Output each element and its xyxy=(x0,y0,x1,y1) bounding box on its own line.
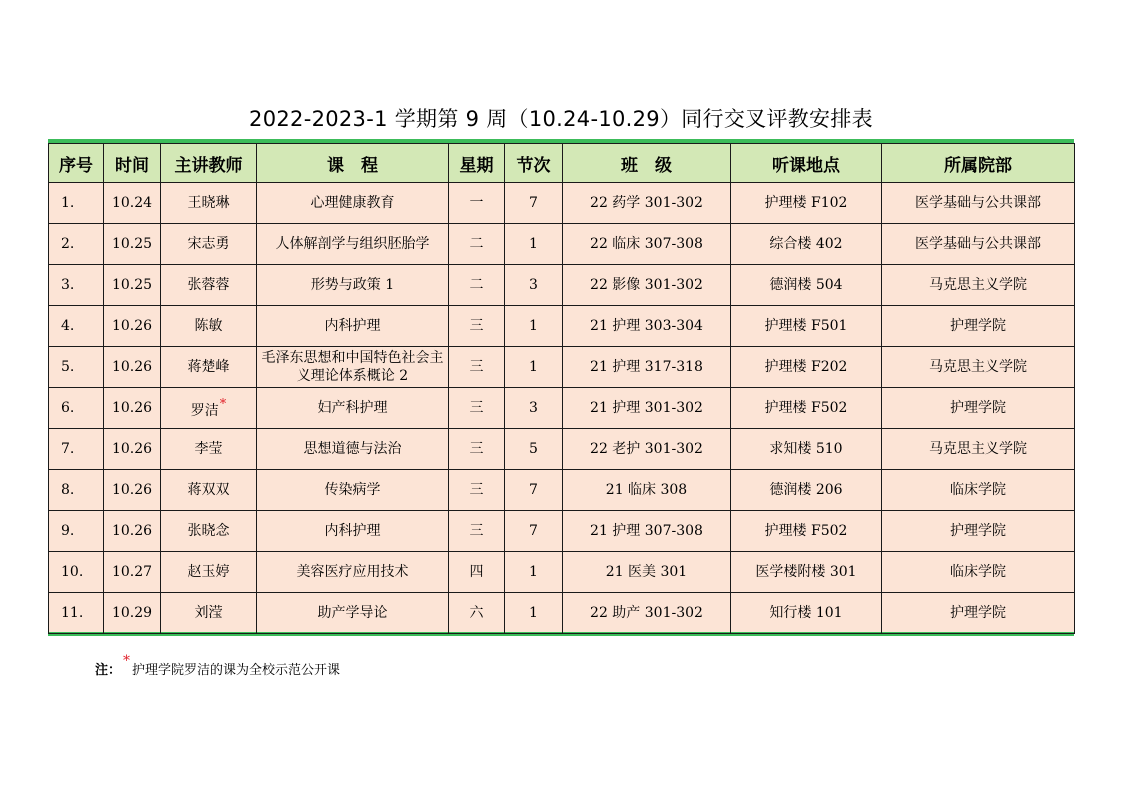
header-class: 班 级 xyxy=(563,144,731,183)
cell-course: 传染病学 xyxy=(257,470,449,511)
table-row xyxy=(49,347,1075,388)
cell-index: 11. xyxy=(49,593,104,634)
cell-weekday: 二 xyxy=(449,224,505,265)
cell-index: 1. xyxy=(49,183,104,224)
header-row xyxy=(49,144,1075,183)
table-row xyxy=(49,470,1075,511)
cell-period: 7 xyxy=(505,511,563,552)
cell-index: 7. xyxy=(49,429,104,470)
cell-teacher xyxy=(161,388,257,429)
cell-class: 22 药学 301-302 xyxy=(563,183,731,224)
cell-dept: 护理学院 xyxy=(882,388,1075,429)
header-course: 课 程 xyxy=(257,144,449,183)
cell-teacher xyxy=(161,183,257,224)
cell-teacher xyxy=(161,511,257,552)
cell-teacher xyxy=(161,265,257,306)
cell-location: 知行楼 101 xyxy=(731,593,882,634)
cell-dept: 马克思主义学院 xyxy=(882,429,1075,470)
cell-date: 10.25 xyxy=(104,265,161,306)
cell-course: 人体解剖学与组织胚胎学 xyxy=(257,224,449,265)
cell-weekday: 四 xyxy=(449,552,505,593)
cell-period: 5 xyxy=(505,429,563,470)
cell-period: 1 xyxy=(505,347,563,388)
teacher-name: 张蓉蓉 xyxy=(187,277,230,293)
table-row xyxy=(49,183,1075,224)
cell-period: 1 xyxy=(505,306,563,347)
schedule-table-wrapper xyxy=(48,139,1074,636)
cell-class: 21 医美 301 xyxy=(563,552,731,593)
cell-date: 10.29 xyxy=(104,593,161,634)
cell-location: 医学楼附楼 301 xyxy=(731,552,882,593)
cell-class: 21 临床 308 xyxy=(563,470,731,511)
table-row xyxy=(49,511,1075,552)
cell-date: 10.24 xyxy=(104,183,161,224)
cell-teacher xyxy=(161,552,257,593)
cell-location: 护理楼 F102 xyxy=(731,183,882,224)
cell-weekday: 三 xyxy=(449,511,505,552)
cell-date: 10.26 xyxy=(104,511,161,552)
cell-period: 3 xyxy=(505,388,563,429)
cell-teacher xyxy=(161,347,257,388)
cell-teacher xyxy=(161,224,257,265)
teacher-name: 刘滢 xyxy=(194,605,223,621)
cell-weekday: 二 xyxy=(449,265,505,306)
teacher-name: 张晓念 xyxy=(187,523,230,539)
cell-class: 22 影像 301-302 xyxy=(563,265,731,306)
header-index: 序号 xyxy=(49,144,104,183)
cell-period: 3 xyxy=(505,265,563,306)
header-weekday: 星期 xyxy=(449,144,505,183)
cell-date: 10.26 xyxy=(104,470,161,511)
cell-dept: 马克思主义学院 xyxy=(882,347,1075,388)
cell-location: 护理楼 F502 xyxy=(731,511,882,552)
cell-index: 4. xyxy=(49,306,104,347)
cell-dept: 医学基础与公共课部 xyxy=(882,224,1075,265)
cell-weekday: 三 xyxy=(449,388,505,429)
cell-class: 21 护理 317-318 xyxy=(563,347,731,388)
cell-weekday: 一 xyxy=(449,183,505,224)
cell-weekday: 三 xyxy=(449,429,505,470)
cell-dept: 护理学院 xyxy=(882,593,1075,634)
asterisk-mark: * xyxy=(123,653,131,669)
cell-period: 1 xyxy=(505,552,563,593)
cell-dept: 护理学院 xyxy=(882,306,1075,347)
page-title: 2022-2023-1 学期第 9 周（10.24-10.29）同行交叉评教安排表 xyxy=(249,107,873,131)
cell-location: 护理楼 F202 xyxy=(731,347,882,388)
cell-date: 10.26 xyxy=(104,388,161,429)
cell-location: 护理楼 F502 xyxy=(731,388,882,429)
header-date: 时间 xyxy=(104,144,161,183)
cell-class: 22 助产 301-302 xyxy=(563,593,731,634)
teacher-name: 赵玉婷 xyxy=(187,564,230,580)
teacher-name: 李莹 xyxy=(194,441,223,457)
cell-course: 妇产科护理 xyxy=(257,388,449,429)
cell-class: 22 临床 307-308 xyxy=(563,224,731,265)
table-row xyxy=(49,552,1075,593)
cell-index: 10. xyxy=(49,552,104,593)
cell-date: 10.26 xyxy=(104,306,161,347)
cell-date: 10.26 xyxy=(104,429,161,470)
cell-weekday: 三 xyxy=(449,306,505,347)
footnote xyxy=(95,646,340,686)
cell-teacher xyxy=(161,470,257,511)
teacher-name: 宋志勇 xyxy=(187,236,230,252)
cell-course: 形势与政策 1 xyxy=(257,265,449,306)
cell-date: 10.25 xyxy=(104,224,161,265)
header-dept: 所属院部 xyxy=(882,144,1075,183)
cell-index: 9. xyxy=(49,511,104,552)
cell-date: 10.27 xyxy=(104,552,161,593)
table-row xyxy=(49,593,1075,634)
cell-course: 内科护理 xyxy=(257,306,449,347)
cell-teacher xyxy=(161,429,257,470)
cell-course: 思想道德与法治 xyxy=(257,429,449,470)
cell-period: 7 xyxy=(505,183,563,224)
cell-dept: 临床学院 xyxy=(882,552,1075,593)
table-row xyxy=(49,224,1075,265)
cell-index: 2. xyxy=(49,224,104,265)
table-row xyxy=(49,388,1075,429)
teacher-name: 王晓琳 xyxy=(187,195,230,211)
teacher-name: 蒋楚峰 xyxy=(187,359,230,375)
teacher-name: 蒋双双 xyxy=(187,482,230,498)
cell-location: 护理楼 F501 xyxy=(731,306,882,347)
cell-location: 德润楼 206 xyxy=(731,470,882,511)
teacher-name: 罗洁 xyxy=(190,403,219,419)
cell-course: 美容医疗应用技术 xyxy=(257,552,449,593)
cell-course: 心理健康教育 xyxy=(257,183,449,224)
cell-course: 助产学导论 xyxy=(257,593,449,634)
teacher-name: 陈敏 xyxy=(194,318,223,334)
cell-weekday: 三 xyxy=(449,347,505,388)
cell-location: 德润楼 504 xyxy=(731,265,882,306)
cell-dept: 临床学院 xyxy=(882,470,1075,511)
cell-location: 求知楼 510 xyxy=(731,429,882,470)
cell-dept: 医学基础与公共课部 xyxy=(882,183,1075,224)
cell-period: 1 xyxy=(505,593,563,634)
cell-weekday: 三 xyxy=(449,470,505,511)
cell-location: 综合楼 402 xyxy=(731,224,882,265)
cell-index: 5. xyxy=(49,347,104,388)
cell-class: 21 护理 303-304 xyxy=(563,306,731,347)
cell-index: 3. xyxy=(49,265,104,306)
header-location: 听课地点 xyxy=(731,144,882,183)
cell-dept: 马克思主义学院 xyxy=(882,265,1075,306)
cell-class: 21 护理 307-308 xyxy=(563,511,731,552)
cell-class: 22 老护 301-302 xyxy=(563,429,731,470)
cell-weekday: 六 xyxy=(449,593,505,634)
table-body xyxy=(49,183,1075,634)
table-row xyxy=(49,265,1075,306)
note-label: 注： xyxy=(95,663,122,678)
cell-dept: 护理学院 xyxy=(882,511,1075,552)
cell-course: 内科护理 xyxy=(257,511,449,552)
asterisk-mark: * xyxy=(219,397,227,412)
cell-period: 7 xyxy=(505,470,563,511)
cell-teacher xyxy=(161,593,257,634)
cell-period: 1 xyxy=(505,224,563,265)
schedule-table xyxy=(48,143,1075,634)
note-text: 护理学院罗洁的课为全校示范公开课 xyxy=(132,663,341,678)
cell-index: 8. xyxy=(49,470,104,511)
header-teacher: 主讲教师 xyxy=(161,144,257,183)
table-row xyxy=(49,306,1075,347)
cell-teacher xyxy=(161,306,257,347)
header-period: 节次 xyxy=(505,144,563,183)
cell-index: 6. xyxy=(49,388,104,429)
cell-date: 10.26 xyxy=(104,347,161,388)
cell-class: 21 护理 301-302 xyxy=(563,388,731,429)
cell-course: 毛泽东思想和中国特色社会主义理论体系概论 2 xyxy=(257,347,449,388)
table-row xyxy=(49,429,1075,470)
